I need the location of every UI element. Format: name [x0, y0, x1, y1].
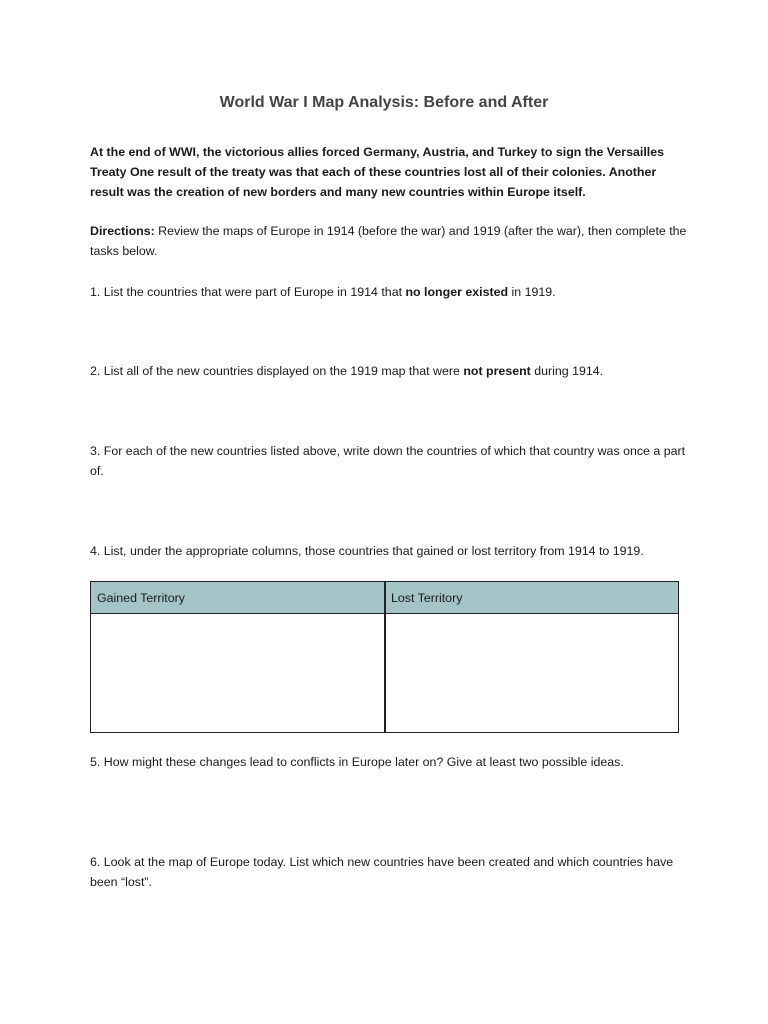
column-divider — [384, 582, 386, 732]
question-2-text-end: during 1914. — [530, 364, 604, 378]
header-lost-territory: Lost Territory — [391, 591, 463, 605]
question-2-text: 2. List all of the new countries displayed on the 1919 map that were — [90, 364, 464, 378]
question-4: 4. List, under the appropriate columns, those countries that gained or lost territory from 1914 to 1919. — [90, 544, 644, 558]
page-title: World War I Map Analysis: Before and After — [219, 94, 549, 111]
question-2-emphasis: not present — [463, 364, 531, 378]
question-3: 3. For each of the new countries listed above, write down the countries of which that country was once a part of. — [90, 444, 686, 478]
question-1-emphasis: no longer existed — [405, 285, 509, 299]
question-5: 5. How might these changes lead to conflicts in Europe later on? Give at least two possible ideas. — [90, 755, 624, 769]
question-1-text-end: in 1919. — [508, 285, 556, 299]
header-gained-territory: Gained Territory — [97, 591, 185, 605]
question-1 — [90, 282, 690, 302]
directions-label: Directions: — [90, 224, 155, 238]
lost-territory-cell[interactable] — [386, 614, 678, 732]
gained-territory-cell[interactable] — [91, 614, 384, 732]
intro-paragraph: At the end of WWI, the victorious allies forced Germany, Austria, and Turkey to sign the Versailles Treaty One result of the treaty was that each of these countries lost all of their colonies. Another result was the creation of new borders and many new countries within Europe itself. — [90, 145, 664, 199]
directions-text: Review the maps of Europe in 1914 (before the war) and 1919 (after the war), then complete the tasks below. — [90, 224, 687, 258]
question-6: 6. Look at the map of Europe today. List which new countries have been created and which countries have been “lost”. — [90, 855, 674, 889]
question-1-text: 1. List the countries that were part of Europe in 1914 that — [90, 285, 406, 299]
directions-paragraph — [90, 221, 690, 261]
territory-table — [90, 581, 679, 733]
question-2 — [90, 361, 690, 381]
